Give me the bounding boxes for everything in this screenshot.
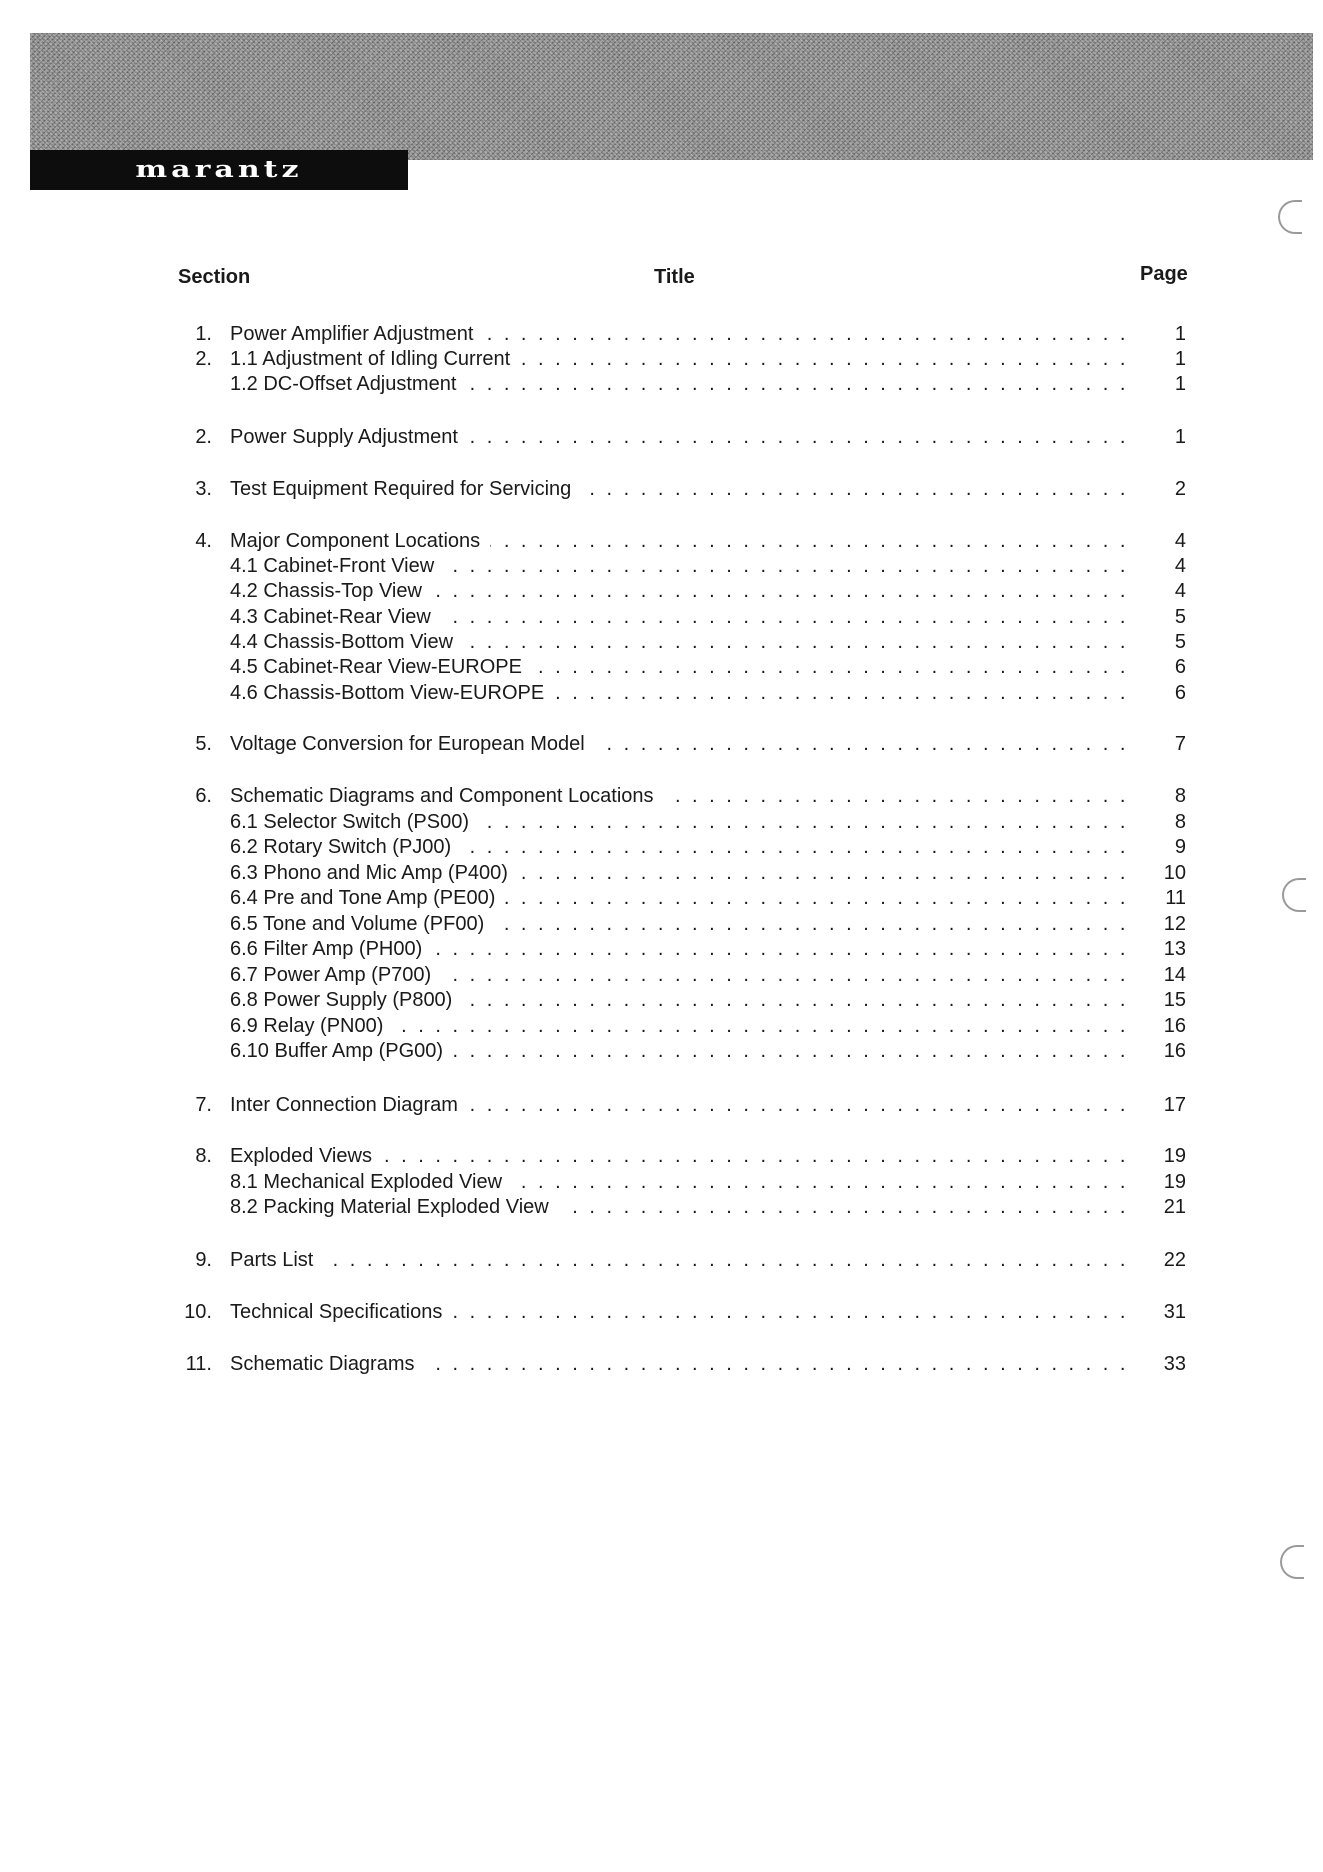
toc-entry-title: [230, 680, 1138, 706]
toc-section-number: 7.: [195, 1094, 212, 1116]
toc-page-number: 16: [1163, 1015, 1186, 1037]
toc-page-number: 7: [1174, 733, 1186, 755]
toc-entry-title-text: Inter Connection Diagram: [230, 1094, 468, 1116]
toc-section-number: 2.: [195, 348, 212, 370]
toc-section-number: 2.: [195, 426, 212, 448]
toc-entry-title: [230, 1299, 1138, 1325]
toc-section-number: 11.: [185, 1353, 212, 1375]
toc-row: [0, 860, 1323, 886]
toc-entry-title: [230, 346, 1138, 372]
toc-row: [0, 1143, 1323, 1169]
toc-entry-title-text: Voltage Conversion for European Model: [230, 733, 595, 755]
toc-entry-title-text: 8.1 Mechanical Exploded View: [230, 1171, 512, 1193]
toc-row: [0, 911, 1323, 937]
toc-entry-title: [230, 321, 1138, 347]
toc-entry-title: [230, 528, 1138, 554]
toc-entry-title: [230, 962, 1138, 988]
toc-entry-title-text: Schematic Diagrams and Component Locations: [230, 785, 664, 807]
toc-row: [0, 1247, 1323, 1273]
toc-page-number: 19: [1163, 1145, 1186, 1167]
toc-page-number: 6: [1174, 656, 1186, 678]
toc-entry-title-text: 6.6 Filter Amp (PH00): [230, 938, 432, 960]
toc-entry-title: [230, 809, 1138, 835]
toc-row: [0, 936, 1323, 962]
toc-page-number: 2: [1174, 478, 1186, 500]
toc-entry-title: [230, 553, 1138, 579]
toc-entry-title-text: 6.4 Pre and Tone Amp (PE00): [230, 887, 505, 909]
toc-entry-title: [230, 476, 1138, 502]
toc-entry-title: [230, 1247, 1138, 1273]
toc-entry-title: [230, 604, 1138, 630]
toc-entry-title-text: 4.3 Cabinet-Rear View: [230, 606, 441, 628]
toc-row: [0, 885, 1323, 911]
header-banner: [30, 33, 1313, 160]
toc-entry-title-text: 4.2 Chassis-Top View: [230, 580, 432, 602]
toc-section-number: 8.: [195, 1145, 212, 1167]
toc-entry-title-text: Major Component Locations: [230, 530, 490, 552]
toc-page-number: 1: [1174, 323, 1186, 345]
toc-page-number: 21: [1163, 1196, 1186, 1218]
toc-row: [0, 629, 1323, 655]
toc-entry-title-text: 6.3 Phono and Mic Amp (P400): [230, 862, 518, 884]
toc-row: [0, 424, 1323, 450]
toc-row: [0, 1013, 1323, 1039]
toc-row: [0, 731, 1323, 757]
toc-entry-title-text: Exploded Views: [230, 1145, 382, 1167]
toc-entry-title: [230, 1143, 1138, 1169]
toc-entry-title: [230, 936, 1138, 962]
toc-page-number: 8: [1174, 785, 1186, 807]
toc-row: [0, 476, 1323, 502]
toc-entry-title-text: 6.1 Selector Switch (PS00): [230, 811, 479, 833]
toc-entry-title-text: 4.4 Chassis-Bottom View: [230, 631, 463, 653]
toc-page-number: 17: [1163, 1094, 1186, 1116]
toc-entry-title: [230, 987, 1138, 1013]
toc-section-number: 6.: [195, 785, 212, 807]
toc-page-number: 10: [1163, 862, 1186, 884]
toc-entry-title-text: Technical Specifications: [230, 1301, 452, 1323]
brand-logo: [30, 150, 408, 190]
toc-row: [0, 1351, 1323, 1377]
toc-row: [0, 1194, 1323, 1220]
toc-entry-title-text: 4.5 Cabinet-Rear View-EUROPE: [230, 656, 532, 678]
toc-section-number: 1.: [195, 323, 212, 345]
toc-row: [0, 553, 1323, 579]
toc-entry-title: [230, 1169, 1138, 1195]
toc-entry-title: [230, 654, 1138, 680]
toc-entry-title: [230, 860, 1138, 886]
toc-entry-title-text: 6.8 Power Supply (P800): [230, 989, 462, 1011]
binder-hole-icon: [1278, 200, 1302, 234]
title-header: Title: [654, 266, 695, 288]
toc-page-number: 13: [1163, 938, 1186, 960]
toc-page-number: 14: [1163, 964, 1186, 986]
toc-page-number: 12: [1163, 913, 1186, 935]
toc-entry-title: [230, 578, 1138, 604]
toc-row: [0, 346, 1323, 372]
toc-page-number: 5: [1174, 631, 1186, 653]
toc-section-number: 5.: [195, 733, 212, 755]
toc-page-number: 33: [1163, 1353, 1186, 1375]
toc-entry-title-text: 1.1 Adjustment of Idling Current: [230, 348, 520, 370]
toc-page-number: 9: [1174, 836, 1186, 858]
toc-entry-title-text: 6.5 Tone and Volume (PF00): [230, 913, 494, 935]
toc-page-number: 5: [1174, 606, 1186, 628]
toc-entry-title: [230, 424, 1138, 450]
toc-row: [0, 834, 1323, 860]
toc-entry-title: [230, 783, 1138, 809]
toc-row: [0, 680, 1323, 706]
toc-row: [0, 1092, 1323, 1118]
toc-entry-title: [230, 731, 1138, 757]
toc-row: [0, 1038, 1323, 1064]
toc-entry-title: [230, 885, 1138, 911]
toc-page-number: 4: [1174, 580, 1186, 602]
page-header: Page: [1140, 263, 1188, 285]
toc-row: [0, 783, 1323, 809]
toc-entry-title-text: Power Amplifier Adjustment: [230, 323, 483, 345]
toc-row: [0, 528, 1323, 554]
toc-entry-title: [230, 1038, 1138, 1064]
toc-entry-title-text: 1.2 DC-Offset Adjustment: [230, 373, 466, 395]
binder-hole-icon: [1280, 1545, 1304, 1579]
toc-row: [0, 1169, 1323, 1195]
toc-page-number: 4: [1174, 555, 1186, 577]
toc-entry-title-text: 4.6 Chassis-Bottom View-EUROPE: [230, 682, 554, 704]
toc-row: [0, 654, 1323, 680]
toc-page-number: 15: [1163, 989, 1186, 1011]
brand-logo-text: marantz: [135, 155, 303, 184]
toc-row: [0, 371, 1323, 397]
toc-entry-title-text: 8.2 Packing Material Exploded View: [230, 1196, 559, 1218]
toc-page-number: 1: [1174, 373, 1186, 395]
toc-page-number: 31: [1163, 1301, 1186, 1323]
toc-entry-title-text: Power Supply Adjustment: [230, 426, 468, 448]
toc-row: [0, 604, 1323, 630]
toc-row: [0, 962, 1323, 988]
toc-page-number: 11: [1165, 887, 1186, 909]
toc-page-number: 19: [1163, 1171, 1186, 1193]
toc-entry-title-text: 6.9 Relay (PN00): [230, 1015, 393, 1037]
toc-section-number: 9.: [195, 1249, 212, 1271]
toc-row: [0, 987, 1323, 1013]
toc-entry-title-text: 6.7 Power Amp (P700): [230, 964, 441, 986]
toc-row: [0, 1299, 1323, 1325]
toc-entry-title-text: 4.1 Cabinet-Front View: [230, 555, 444, 577]
toc-entry-title-text: Schematic Diagrams: [230, 1353, 425, 1375]
toc-entry-title-text: 6.2 Rotary Switch (PJ00): [230, 836, 461, 858]
toc-entry-title: [230, 1351, 1138, 1377]
toc-entry-title: [230, 371, 1138, 397]
toc-entry-title-text: Parts List: [230, 1249, 323, 1271]
toc-section-number: 3.: [195, 478, 212, 500]
section-header: Section: [178, 266, 251, 288]
toc-entry-title-text: Test Equipment Required for Servicing: [230, 478, 581, 500]
toc-page-number: 22: [1163, 1249, 1186, 1271]
toc-entry-title: [230, 1092, 1138, 1118]
toc-page-number: 6: [1174, 682, 1186, 704]
toc-page-number: 16: [1163, 1040, 1186, 1062]
toc-page-number: 1: [1174, 426, 1186, 448]
toc-page-number: 1: [1174, 348, 1186, 370]
toc-row: [0, 809, 1323, 835]
toc-page-number: 4: [1174, 530, 1186, 552]
toc-entry-title: [230, 1013, 1138, 1039]
toc-section-number: 4.: [195, 530, 212, 552]
toc-page-number: 8: [1174, 811, 1186, 833]
toc-entry-title: [230, 834, 1138, 860]
toc-entry-title-text: 6.10 Buffer Amp (PG00): [230, 1040, 453, 1062]
toc-entry-title: [230, 1194, 1138, 1220]
toc-section-number: 10.: [184, 1301, 212, 1323]
toc-row: [0, 321, 1323, 347]
toc-entry-title: [230, 911, 1138, 937]
toc-entry-title: [230, 629, 1138, 655]
toc-row: [0, 578, 1323, 604]
